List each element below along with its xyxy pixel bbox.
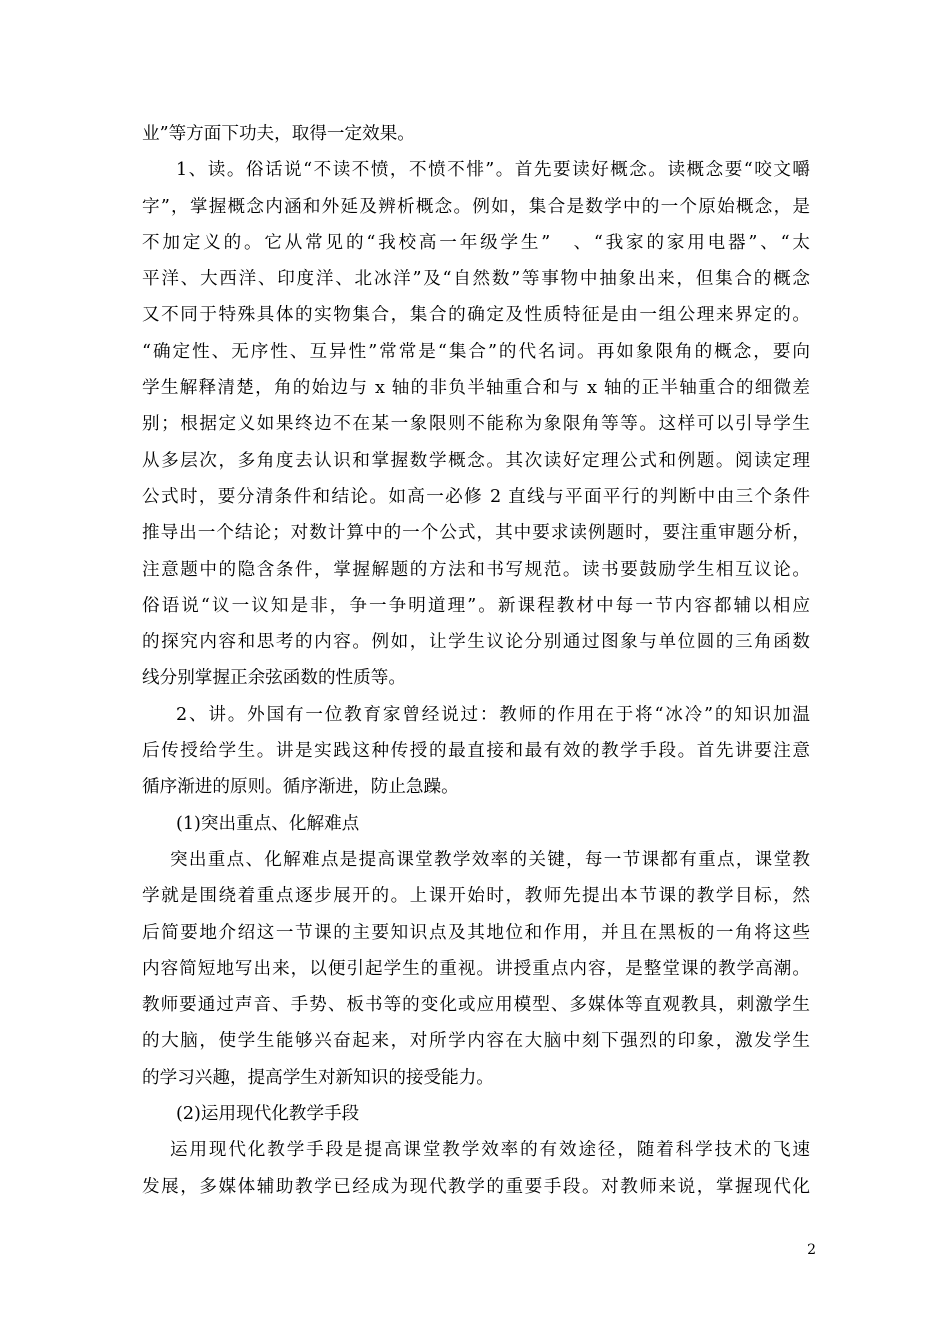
subheading-key-points: (1)突出重点、化解难点 <box>176 813 360 834</box>
body-text <box>142 116 810 1205</box>
text-line: 业”等方面下功夫，取得一定效果。 <box>142 124 415 144</box>
text-line: 推导出一个结论；对数计算中的一个公式，其中要求读例题时，要注重审题分析， <box>142 523 810 544</box>
text-line: 的大脑，使学生能够兴奋起来，对所学内容在大脑中刻下强烈的印象，激发学生 <box>142 1031 810 1052</box>
paragraph-lecture-start: 2、讲。外国有一位教育家曾经说过：教师的作用在于将“冰冷”的知识加温 <box>176 704 810 725</box>
text-line: 不加定义的。它从常见的“我校高一年级学生” 、“我家的家用电器”、“太 <box>142 232 810 253</box>
text-line: 后传授给学生。讲是实践这种传授的最直接和最有效的教学手段。首先讲要注意 <box>142 741 810 762</box>
text-line: 的学习兴趣，提高学生对新知识的接受能力。 <box>142 1067 494 1088</box>
text-line: 发展，多媒体辅助教学已经成为现代教学的重要手段。对教师来说，掌握现代化 <box>142 1176 810 1197</box>
text-line: 从多层次，多角度去认识和掌握数学概念。其次读好定理公式和例题。阅读定理 <box>142 450 810 471</box>
paragraph-modern-teaching-start: 运用现代化教学手段是提高课堂教学效率的有效途径，随着科学技术的飞速 <box>170 1140 810 1161</box>
text-line: 的探究内容和思考的内容。例如，让学生议论分别通过图象与单位圆的三角函数 <box>142 632 810 653</box>
subheading-modern-teaching: (2)运用现代化教学手段 <box>176 1104 360 1125</box>
paragraph-read-start: 1、读。俗话说“不读不愤，不愤不悱”。首先要读好概念。读概念要“咬文嚼 <box>176 160 810 181</box>
text-line: 后简要地介绍这一节课的主要知识点及其地位和作用，并且在黑板的一角将这些 <box>142 922 810 943</box>
text-line: 线分别掌握正余弦函数的性质等。 <box>142 668 406 689</box>
text-line: 平洋、大西洋、印度洋、北冰洋”及“自然数”等事物中抽象出来，但集合的概念 <box>142 269 810 290</box>
text-line: 教师要通过声音、手势、板书等的变化或应用模型、多媒体等直观教具，刺激学生 <box>142 995 810 1016</box>
page-number: 2 <box>807 1242 816 1258</box>
text-line: 学就是围绕着重点逐步展开的。上课开始时，教师先提出本节课的教学目标，然 <box>142 886 810 907</box>
text-line: 字”，掌握概念内涵和外延及辨析概念。例如，集合是数学中的一个原始概念，是 <box>142 196 810 217</box>
text-line: 注意题中的隐含条件，掌握解题的方法和书写规范。读书要鼓励学生相互议论。 <box>142 559 810 580</box>
text-line: 又不同于特殊具体的实物集合，集合的确定及性质特征是由一组公理来界定的。 <box>142 305 810 326</box>
text-line: 公式时，要分清条件和结论。如高一必修 2 直线与平面平行的判断中由三个条件 <box>142 486 810 507</box>
text-line: 别；根据定义如果终边不在某一象限则不能称为象限角等等。这样可以引导学生 <box>142 414 810 435</box>
text-line: 学生解释清楚，角的始边与 x 轴的非负半轴重合和与 x 轴的正半轴重合的细微差 <box>142 378 810 399</box>
text-line: 内容简短地写出来，以便引起学生的重视。讲授重点内容，是整堂课的教学高潮。 <box>142 958 810 979</box>
text-line: 循序渐进的原则。循序渐进，防止急躁。 <box>142 777 459 798</box>
text-line: 俗语说“议一议知是非，争一争明道理”。新课程教材中每一节内容都辅以相应 <box>142 595 810 616</box>
paragraph-key-points-start: 突出重点、化解难点是提高课堂教学效率的关键，每一节课都有重点，课堂教 <box>170 849 810 870</box>
text-line: “确定性、无序性、互异性”常常是“集合”的代名词。再如象限角的概念，要向 <box>142 341 810 362</box>
